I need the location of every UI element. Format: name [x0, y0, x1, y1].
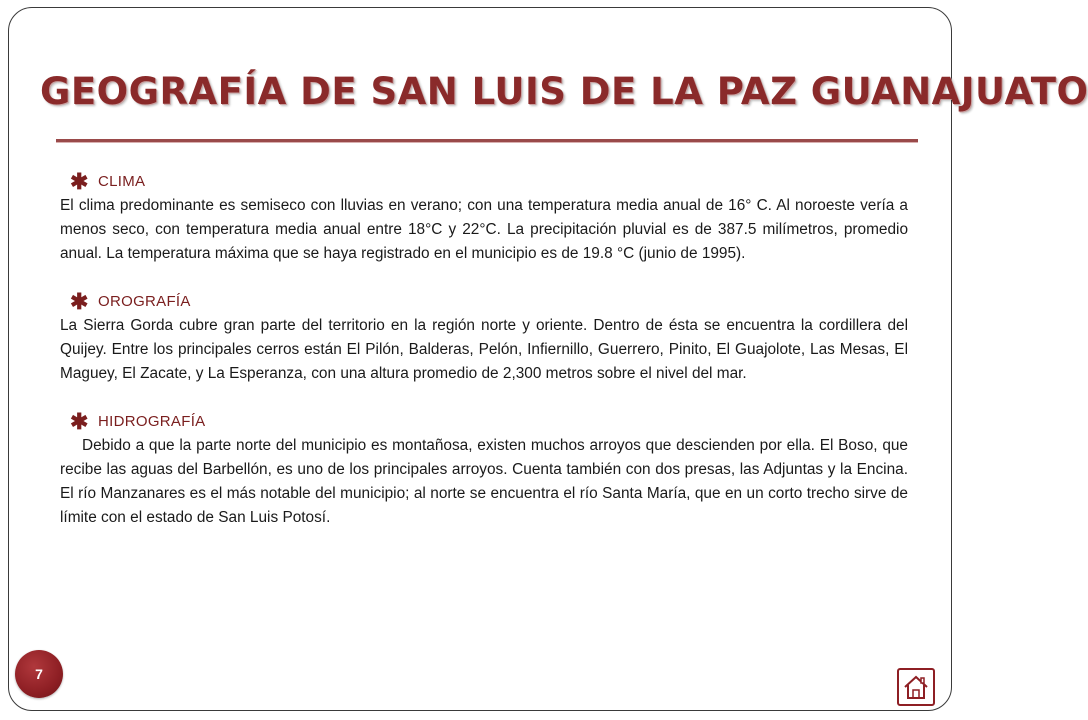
home-button[interactable]	[897, 668, 935, 706]
section-heading-label: CLIMA	[98, 173, 146, 190]
section-heading-label: HIDROGRAFÍA	[98, 413, 206, 430]
section-hidrografia	[60, 410, 908, 530]
page-title: GEOGRAFÍA DE SAN LUIS DE LA PAZ GUANAJUATO	[40, 70, 1088, 113]
section-heading-label: OROGRAFÍA	[98, 293, 191, 310]
section-paragraph: Debido a que la parte norte del municipio es montañosa, existen muchos arroyos que descienden por ella. El Boso, que recibe las aguas del Barbellón, es uno de los principales arroyos. Cuenta también con dos presas, las Adjuntas y la Encina. El río Manzanares es el más notable del municipio; al norte se encuentra el río Santa María, que en un corto trecho sirve de límite con el estado de San Luis Potosí.	[60, 437, 908, 526]
section-paragraph: La Sierra Gorda cubre gran parte del territorio en la región norte y oriente. Dentro de ésta se encuentra la cordillera del Quijey. Entre los principales cerros están El Pilón, Balderas, Pelón, Infiernillo, Guerrero, Pinito, El Guajolote, Las Mesas, El Maguey, El Zacate, y La Esperanza, con una altura promedio de 2,300 metros sobre el nivel del mar.	[60, 317, 908, 382]
asterisk-icon: ✱	[70, 289, 89, 314]
section-heading	[70, 170, 908, 194]
section-heading	[70, 410, 908, 434]
section-paragraph: El clima predominante es semiseco con lluvias en verano; con una temperatura media anual de 16° C. Al noroeste vería a menos seco, con temperatura media anual entre 18°C y 22°C. La precipitación pluvial es de 387.5 milímetros, promedio anual. La temperatura máxima que se haya registrado en el municipio es de 19.8 °C (junio de 1995).	[60, 197, 908, 262]
page-number-badge: 7	[15, 650, 63, 698]
section-orografia	[60, 290, 908, 386]
section-clima	[60, 170, 908, 266]
asterisk-icon: ✱	[70, 409, 89, 434]
title-divider	[56, 139, 918, 143]
home-icon	[902, 673, 930, 701]
section-heading	[70, 290, 908, 314]
content-area	[60, 170, 908, 554]
asterisk-icon: ✱	[70, 169, 89, 194]
